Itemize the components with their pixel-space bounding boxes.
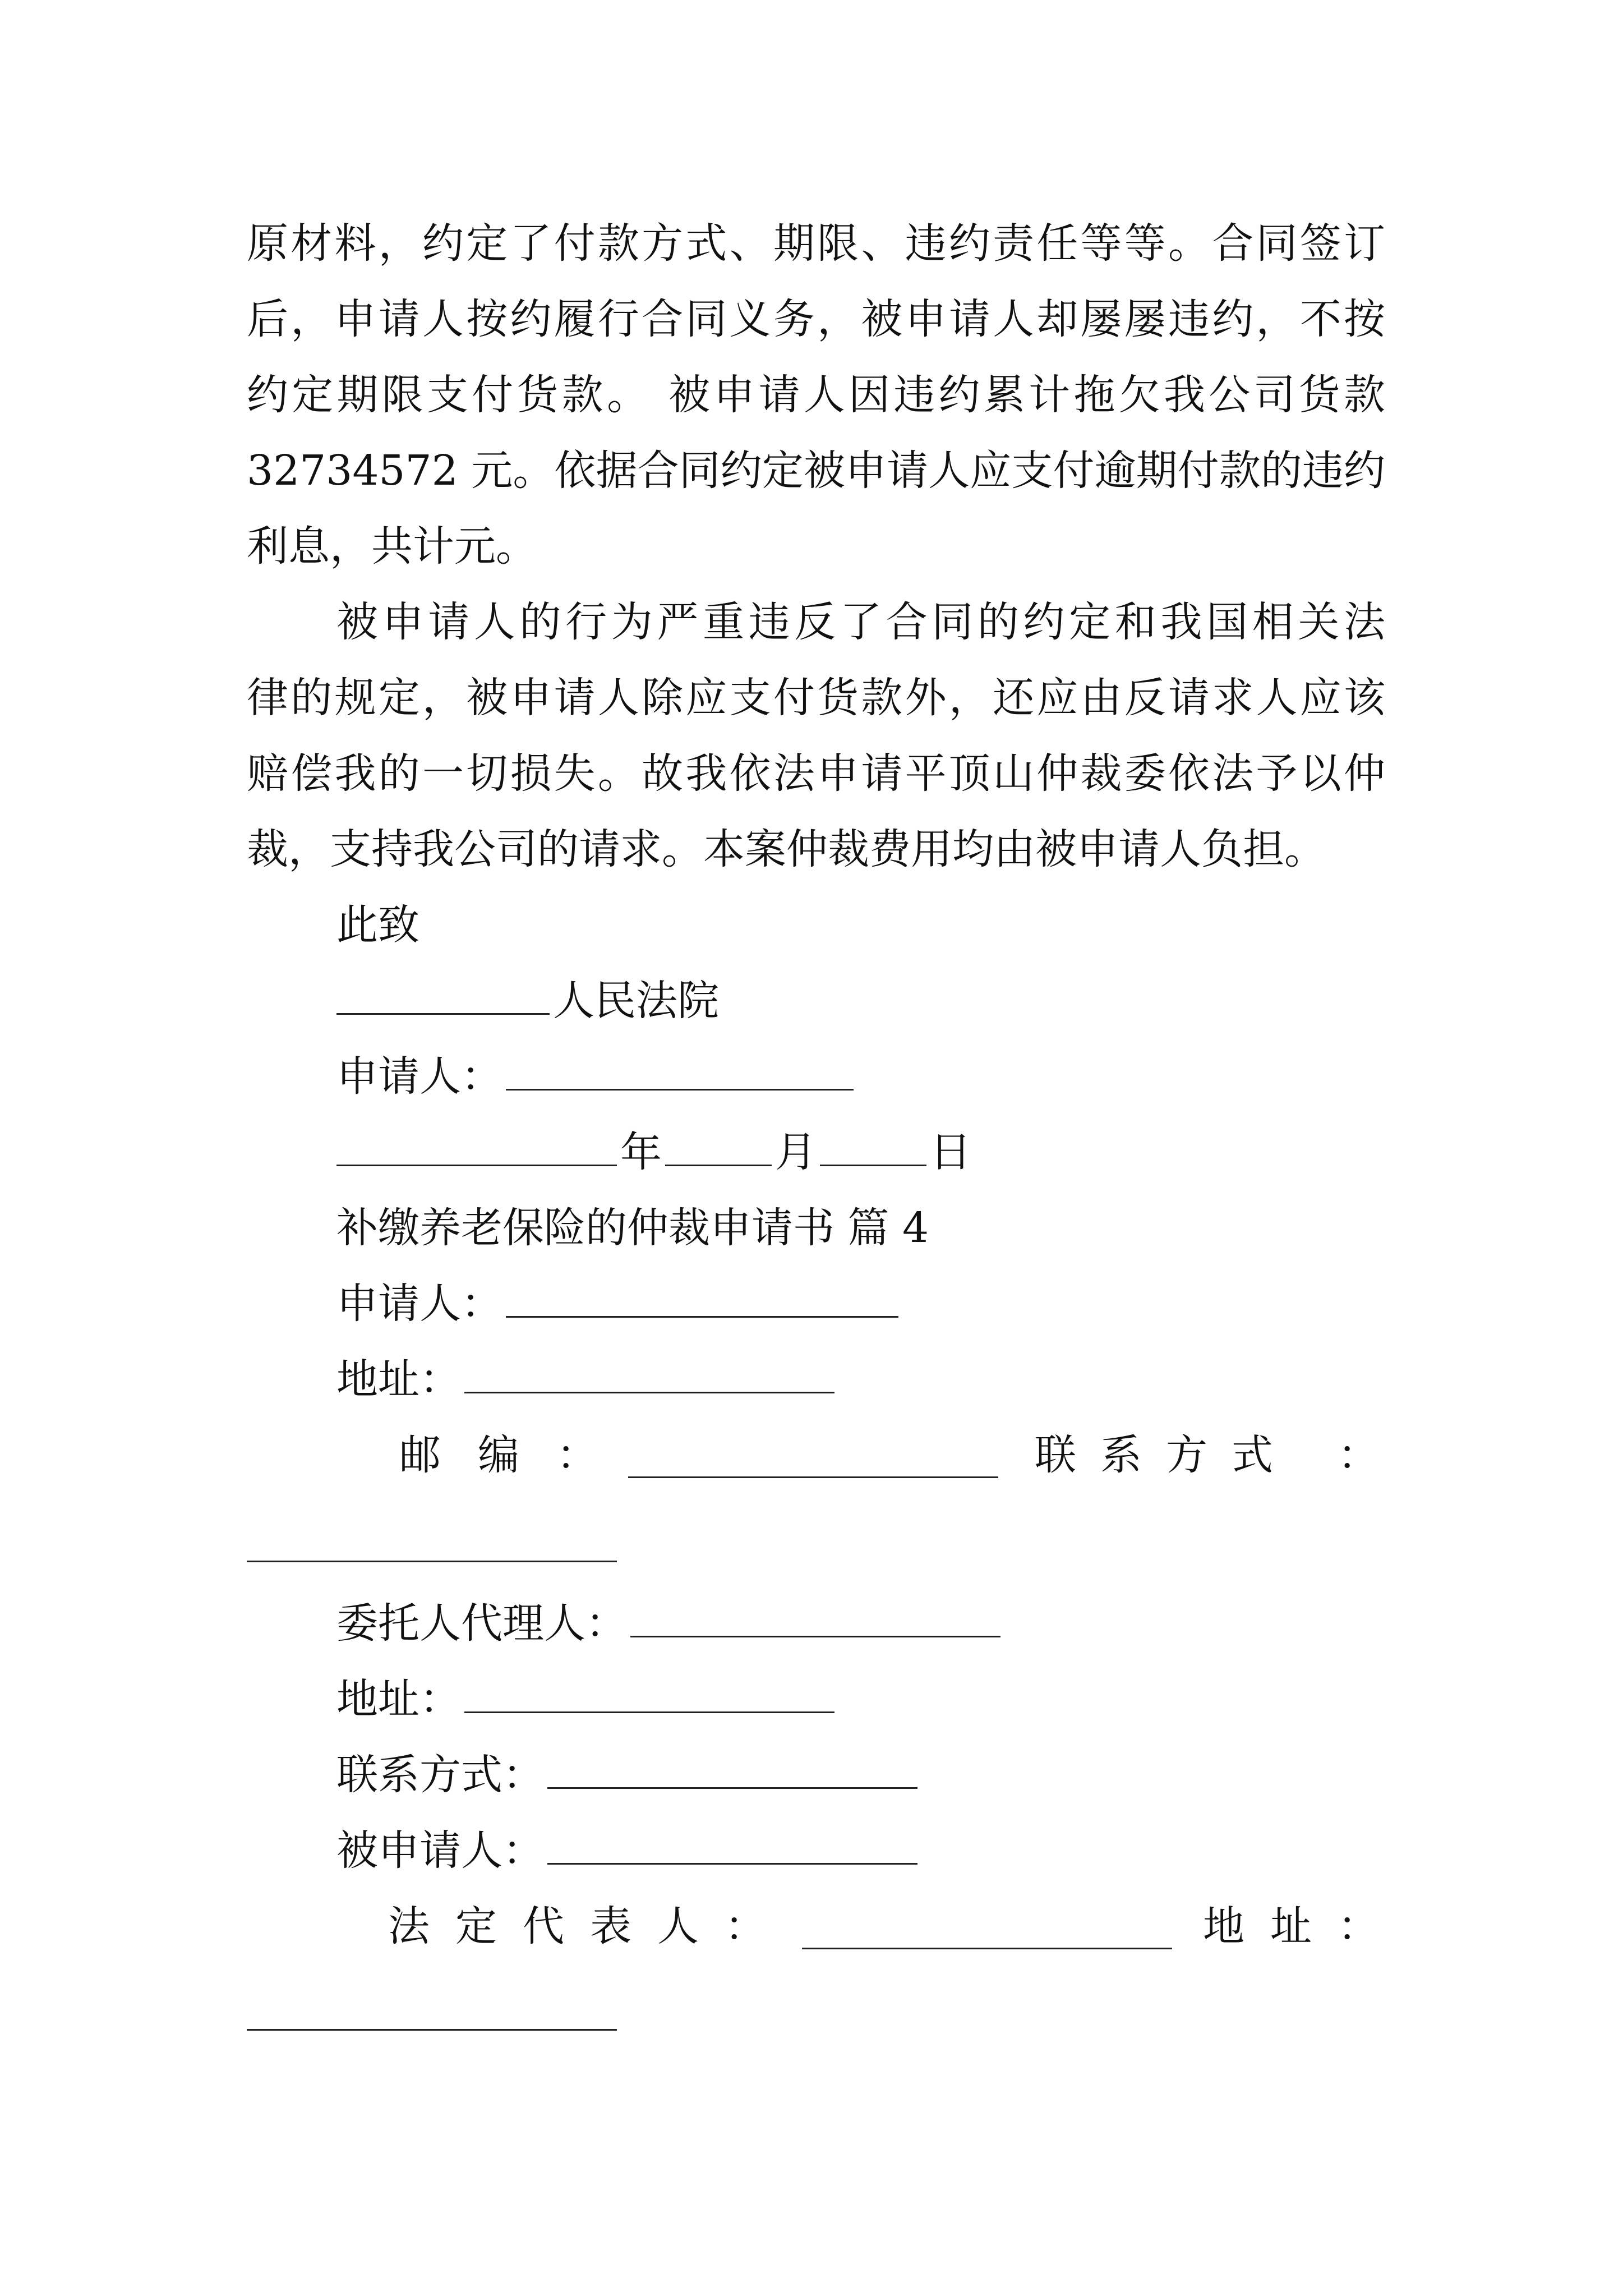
address-char: 址 xyxy=(1270,1902,1312,1950)
contact-char: 系 xyxy=(1100,1431,1142,1479)
month-blank xyxy=(665,1131,772,1166)
agent-blank xyxy=(630,1602,1000,1637)
agent-address-blank xyxy=(464,1678,834,1713)
agent-address-label: 地址： xyxy=(336,1675,461,1723)
court-label: 人民法院 xyxy=(553,977,719,1025)
day-label: 日 xyxy=(930,1128,971,1176)
legal-rep-blank xyxy=(802,1945,1172,1949)
contact-blank xyxy=(247,1558,617,1562)
legal-rep-char: ： xyxy=(725,1902,766,1950)
paragraph-line: 约定期限支付货款。 被申请人因违约累计拖欠我公司货款 xyxy=(247,371,1385,419)
court-blank xyxy=(336,979,550,1015)
postcode-char: ： xyxy=(556,1431,598,1479)
section-applicant-line xyxy=(336,1266,902,1342)
postcode-char: 编 xyxy=(478,1431,519,1479)
paragraph-line: 律的规定，被申请人除应支付货款外，还应由反请求人应该 xyxy=(247,674,1385,722)
respondent-label: 被申请人： xyxy=(336,1826,544,1875)
agent-contact-label: 联系方式： xyxy=(336,1751,544,1799)
paragraph-line: 被申请人的行为严重违反了合同的约定和我国相关法 xyxy=(336,598,1385,646)
paragraph-line: 后，申请人按约履行合同义务，被申请人却屡屡违约，不按 xyxy=(247,295,1385,343)
legal-rep-char: 代 xyxy=(523,1902,564,1950)
applicant-blank xyxy=(506,1055,854,1091)
legal-rep-char: 人 xyxy=(657,1902,699,1950)
respondent-line xyxy=(336,1813,921,1889)
applicant-label: 申请人： xyxy=(336,1280,502,1328)
year-label: 年 xyxy=(620,1128,662,1176)
salutation: 此致 xyxy=(336,901,419,949)
postcode-blank xyxy=(628,1474,998,1478)
paragraph-line: 原材料，约定了付款方式、期限、违约责任等等。合同签订 xyxy=(247,219,1385,268)
address-blank xyxy=(464,1358,834,1393)
paragraph-line: 32734572 元。依据合同约定被申请人应支付逾期付款的违约 xyxy=(247,447,1385,495)
contact-char: ： xyxy=(1338,1431,1379,1479)
year-blank xyxy=(336,1131,617,1166)
applicant-label: 申请人： xyxy=(336,1052,502,1101)
address-char: 地 xyxy=(1203,1902,1244,1950)
agent-address-line xyxy=(336,1662,838,1737)
contact-char: 方 xyxy=(1166,1431,1207,1479)
agent-line xyxy=(336,1586,1004,1662)
paragraph-line: 裁，支持我公司的请求。本案仲裁费用均由被申请人负担。 xyxy=(247,825,1326,873)
month-label: 月 xyxy=(775,1128,817,1176)
address-char: ： xyxy=(1338,1902,1379,1950)
agent-contact-line xyxy=(336,1737,921,1813)
section-title: 补缴养老保险的仲裁申请书 篇 4 xyxy=(336,1204,929,1252)
agent-label: 委托人代理人： xyxy=(336,1599,627,1648)
respondent-address-blank xyxy=(247,2027,617,2031)
respondent-blank xyxy=(547,1829,917,1865)
agent-contact-blank xyxy=(547,1754,917,1789)
applicant-blank xyxy=(506,1282,898,1318)
applicant-signature-line xyxy=(336,1039,857,1115)
contact-char: 联 xyxy=(1035,1431,1076,1479)
legal-rep-char: 法 xyxy=(388,1902,430,1950)
postcode-char: 邮 xyxy=(399,1431,441,1479)
legal-rep-char: 表 xyxy=(590,1902,631,1950)
paragraph-line: 利息，共计元。 xyxy=(247,522,537,570)
contact-char: 式 xyxy=(1232,1431,1273,1479)
legal-rep-char: 定 xyxy=(455,1902,497,1950)
court-line xyxy=(336,963,719,1039)
date-line xyxy=(336,1115,971,1190)
paragraph-line: 赔偿我的一切损失。故我依法申请平顶山仲裁委依法予以仲 xyxy=(247,749,1385,798)
section-address-line xyxy=(336,1342,838,1418)
address-label: 地址： xyxy=(336,1355,461,1404)
day-blank xyxy=(820,1131,926,1166)
